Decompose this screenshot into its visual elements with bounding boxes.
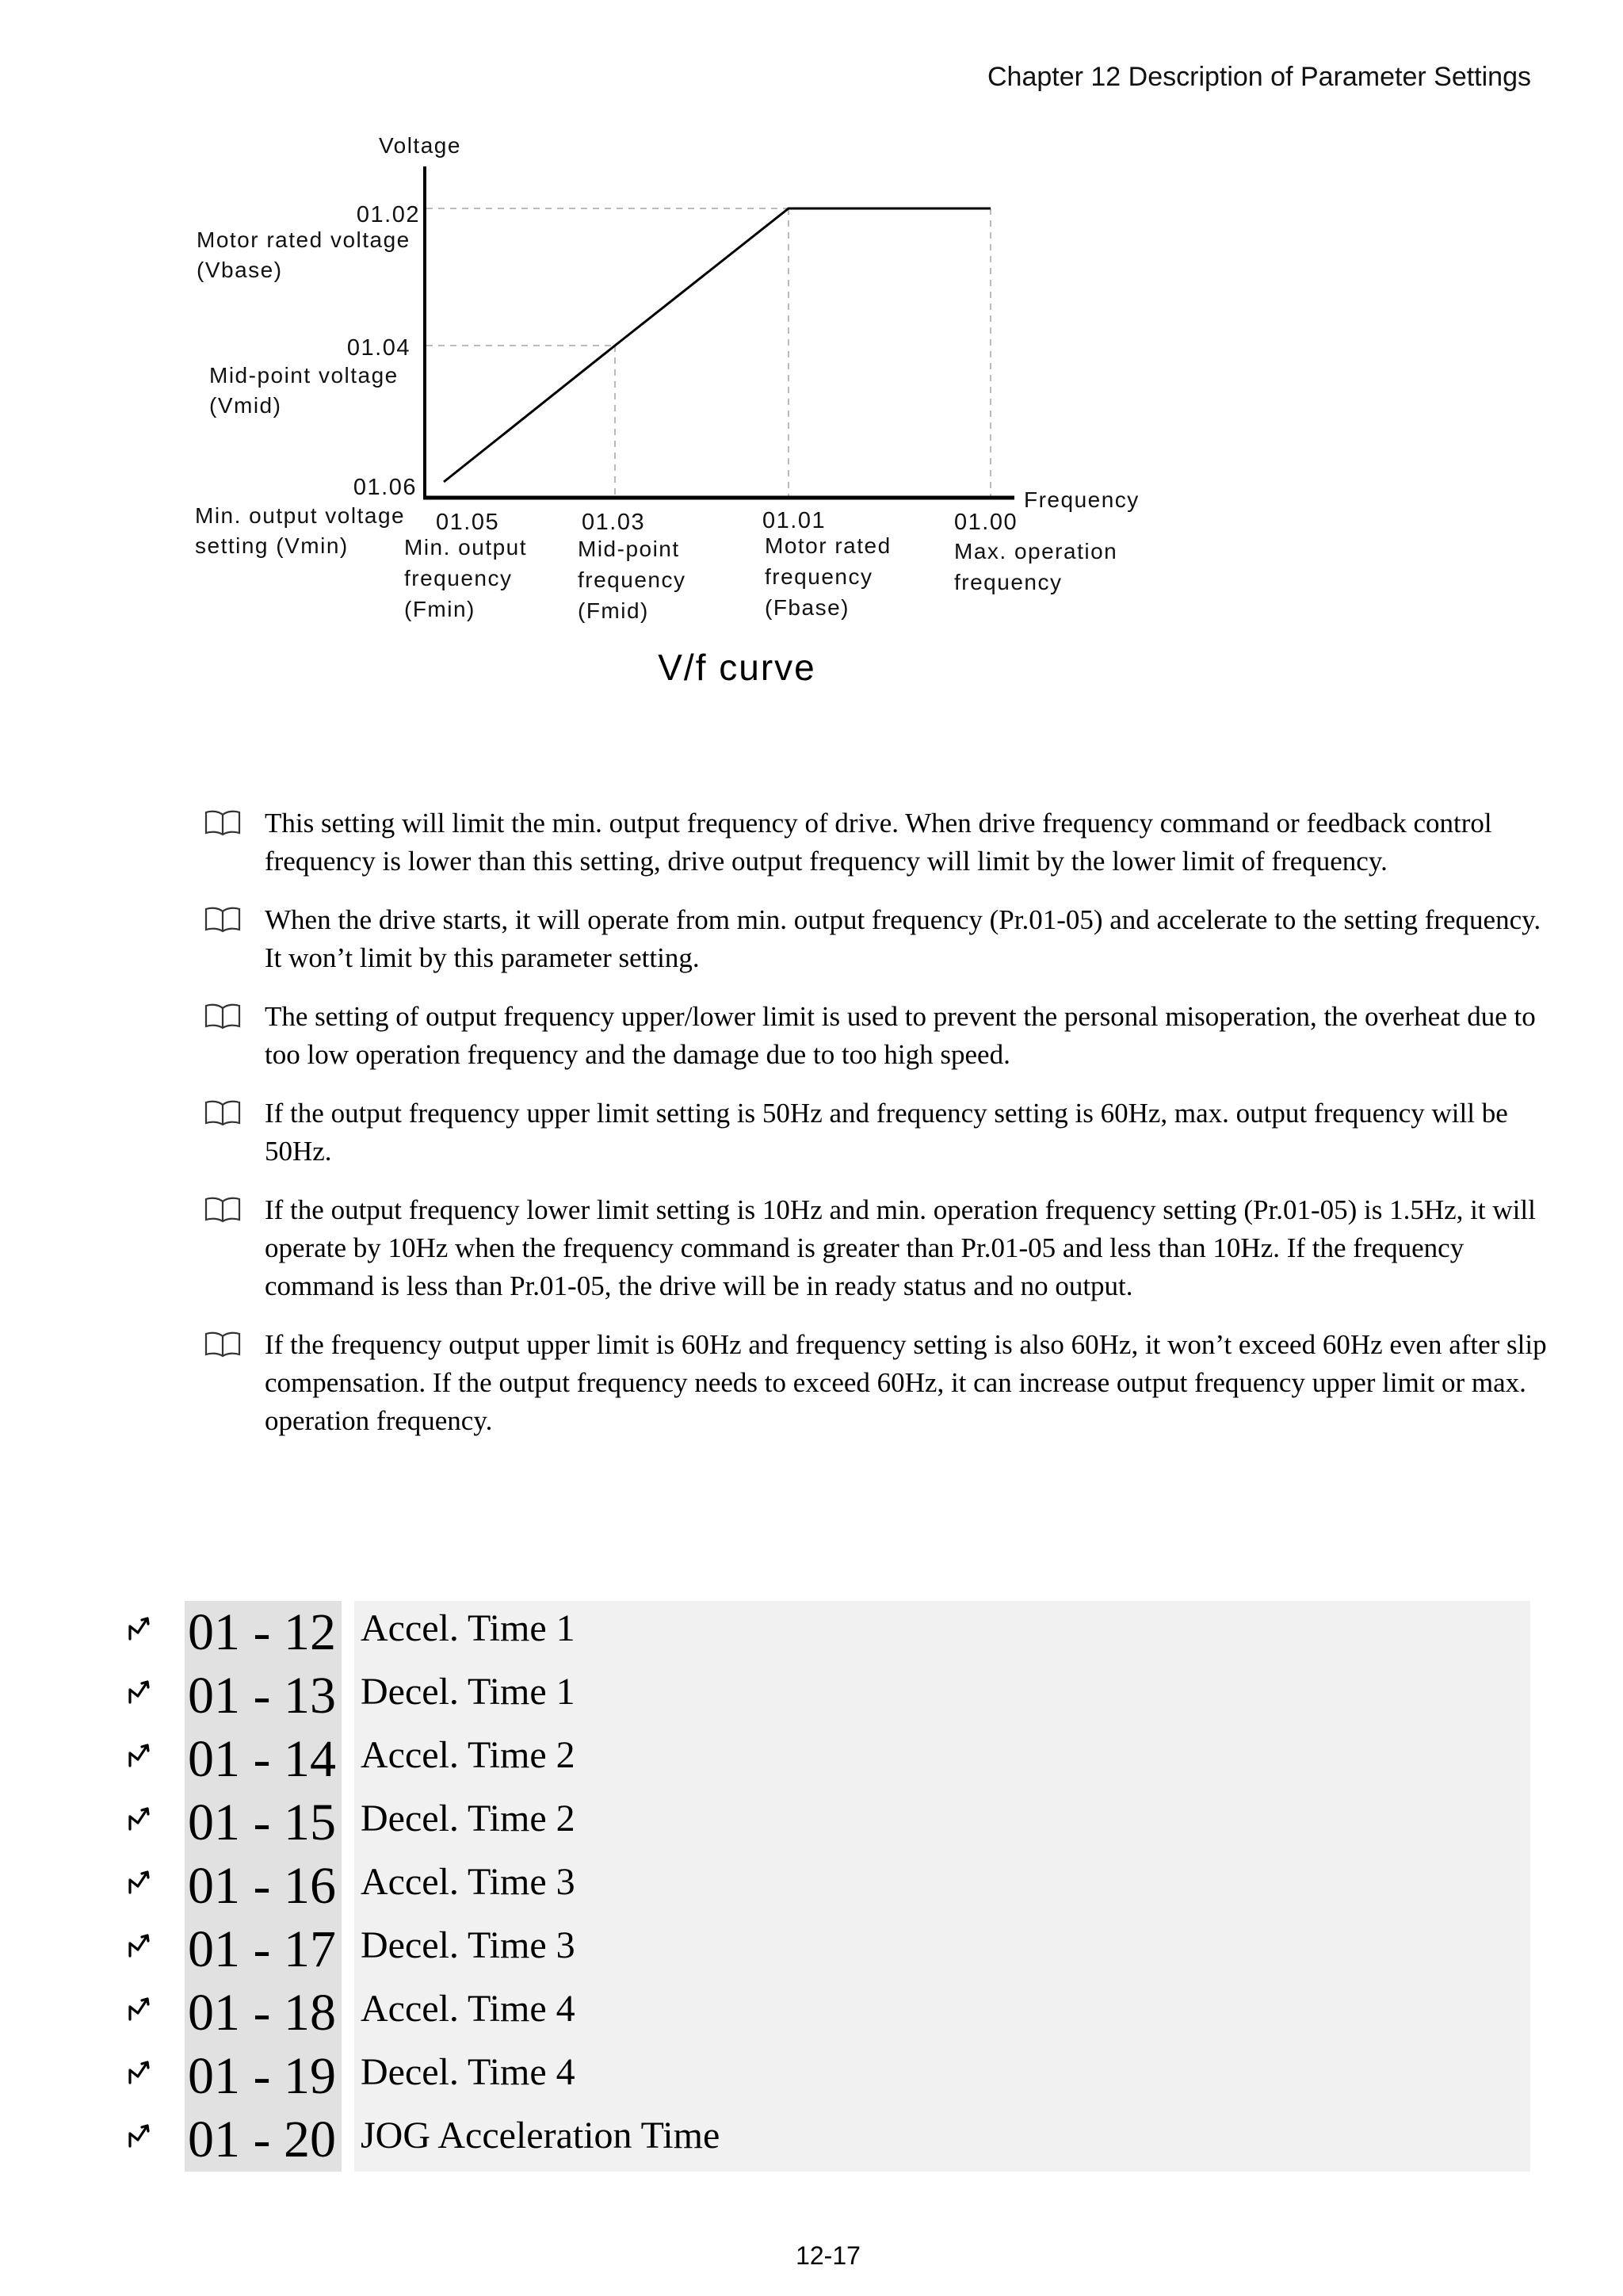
x-label-fmin-1: Min. output: [404, 535, 528, 560]
note-item: [204, 1191, 1552, 1305]
parameter-name: Accel. Time 2: [354, 1728, 1530, 1791]
note-text: This setting will limit the min. output frequency of drive. When drive frequency command or feedback control frequency is lower than this setting, drive output frequency will limit by the lower limit of frequency.: [265, 808, 1492, 877]
note-item: [204, 1095, 1552, 1171]
x-label-fmin-2: frequency: [404, 566, 513, 590]
y-code-vbase: 01.02: [356, 202, 420, 227]
note-item: [204, 901, 1552, 977]
page-number: 12-17: [796, 2241, 861, 2270]
y-label-vmid-1: Mid-point voltage: [209, 363, 399, 388]
parameter-code: 01 - 19: [185, 2045, 342, 2108]
y-code-vmid: 01.04: [346, 335, 411, 361]
lightning-icon: [127, 2122, 154, 2151]
x-label-fmax-1: Max. operation: [954, 539, 1118, 563]
lightning-icon: [127, 1742, 154, 1771]
parameter-row: [127, 1981, 1537, 2045]
book-icon: [204, 906, 241, 933]
parameter-code: 01 - 12: [185, 1601, 342, 1664]
parameter-row: [127, 2045, 1537, 2108]
parameter-code: 01 - 20: [185, 2108, 342, 2172]
x-axis-title: Frequency: [1024, 487, 1140, 512]
y-axis-title: Voltage: [379, 133, 461, 158]
parameter-name: Decel. Time 1: [354, 1664, 1530, 1728]
x-label-fmin-3: (Fmin): [404, 597, 475, 621]
note-text: If the output frequency lower limit setting is 10Hz and min. operation frequency setting (Pr.01-05) is 1.5Hz, it will operate by 10Hz when the frequency command is greater than Pr.01-05 and less than 10Hz. If the frequency command is less than Pr.01-05, the drive will be in ready status and no output.: [265, 1194, 1536, 1301]
parameter-code: 01 - 14: [185, 1728, 342, 1791]
note-text: The setting of output frequency upper/lower limit is used to prevent the personal misoperation, the overheat due to too low operation frequency and the damage due to too high speed.: [265, 1001, 1536, 1070]
parameter-row: [127, 2108, 1537, 2172]
parameter-code: 01 - 16: [185, 1855, 342, 1918]
parameter-name: Decel. Time 4: [354, 2045, 1530, 2108]
lightning-icon: [127, 2059, 154, 2088]
y-label-vmid-2: (Vmid): [209, 393, 282, 418]
note-text: When the drive starts, it will operate from min. output frequency (Pr.01-05) and accelerate to the setting frequency. It won’t limit by this parameter setting.: [265, 904, 1541, 973]
book-icon: [204, 1331, 241, 1358]
x-label-fbase-1: Motor rated: [765, 533, 892, 558]
x-label-fmid-3: (Fmid): [578, 598, 649, 623]
lightning-icon: [127, 1615, 154, 1644]
parameter-code: 01 - 13: [185, 1664, 342, 1728]
parameter-name: Decel. Time 3: [354, 1918, 1530, 1981]
parameter-name: JOG Acceleration Time: [354, 2108, 1530, 2172]
book-icon: [204, 1196, 241, 1223]
book-icon: [204, 1003, 241, 1030]
notes-list: [204, 804, 1552, 1461]
parameter-row: [127, 1664, 1537, 1728]
parameter-row: [127, 1728, 1537, 1791]
page-header: Chapter 12 Description of Parameter Settings: [987, 62, 1531, 92]
y-code-vmin: 01.06: [353, 475, 417, 500]
x-code-fmid: 01.03: [582, 510, 646, 535]
x-label-fmid-2: frequency: [578, 567, 686, 592]
parameter-table: [127, 1601, 1537, 2172]
note-text: If the output frequency upper limit setting is 50Hz and frequency setting is 60Hz, max. output frequency will be 50Hz.: [265, 1098, 1508, 1167]
y-label-vbase-2: (Vbase): [197, 258, 283, 282]
lightning-icon: [127, 1932, 154, 1961]
lightning-icon: [127, 1679, 154, 1707]
parameter-name: Accel. Time 3: [354, 1855, 1530, 1918]
x-label-fbase-3: (Fbase): [765, 595, 850, 620]
book-icon: [204, 1099, 241, 1126]
note-text: If the frequency output upper limit is 60Hz and frequency setting is also 60Hz, it won’t exceed 60Hz even after slip compensation. If the output frequency needs to exceed 60Hz, it can increase output frequency upper limit or max. operation frequency.: [265, 1329, 1547, 1436]
parameter-row: [127, 1918, 1537, 1981]
parameter-code: 01 - 15: [185, 1791, 342, 1855]
parameter-code: 01 - 17: [185, 1918, 342, 1981]
parameter-row: [127, 1791, 1537, 1855]
x-label-fbase-2: frequency: [765, 564, 873, 589]
x-label-fmax-2: frequency: [954, 570, 1063, 594]
note-item: [204, 804, 1552, 881]
note-item: [204, 1326, 1552, 1440]
y-label-vbase-1: Motor rated voltage: [197, 227, 411, 252]
lightning-icon: [127, 1996, 154, 2024]
x-code-fmin: 01.05: [436, 510, 500, 535]
book-icon: [204, 809, 241, 836]
y-label-vmin-2: setting (Vmin): [195, 533, 349, 558]
x-label-fmid-1: Mid-point: [578, 537, 680, 561]
lightning-icon: [127, 1805, 154, 1834]
vf-curve-chart: [0, 0, 1623, 713]
x-code-fmax: 01.00: [954, 510, 1018, 535]
lightning-icon: [127, 1869, 154, 1897]
parameter-name: Accel. Time 4: [354, 1981, 1530, 2045]
parameter-row: [127, 1601, 1537, 1664]
parameter-code: 01 - 18: [185, 1981, 342, 2045]
parameter-name: Decel. Time 2: [354, 1791, 1530, 1855]
parameter-row: [127, 1855, 1537, 1918]
x-code-fbase: 01.01: [762, 508, 827, 533]
note-item: [204, 998, 1552, 1074]
chart-guides: [426, 208, 991, 498]
y-label-vmin-1: Min. output voltage: [195, 503, 406, 528]
chart-title: V/f curve: [658, 647, 816, 688]
parameter-name: Accel. Time 1: [354, 1601, 1530, 1664]
